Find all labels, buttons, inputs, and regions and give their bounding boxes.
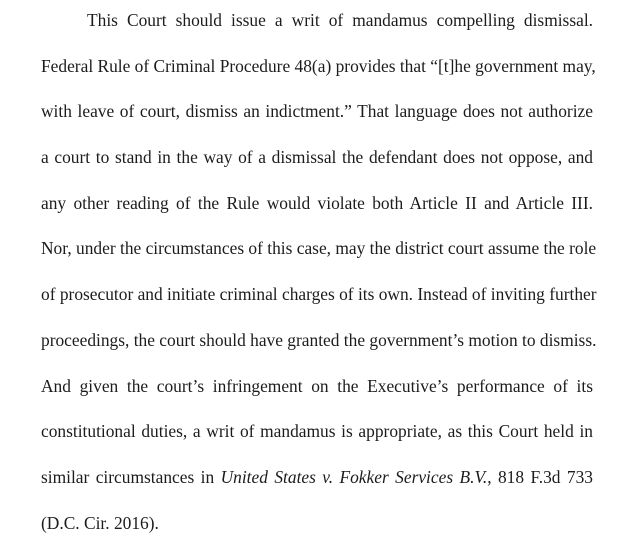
paragraph-line: And given the court’s infringement on the Executive’s performance of its <box>41 375 593 396</box>
paragraph-line: Nor, under the circumstances of this case, may the district court assume the role <box>41 238 597 259</box>
case-name: United States v. Fokker Services B.V. <box>220 466 488 487</box>
paragraph-line-final: (D.C. Cir. 2016). <box>41 512 159 533</box>
paragraph-line: constitutional duties, a writ of mandamus is appropriate, as this Court held in <box>41 421 593 442</box>
citation-reporter: , 818 F.3d 733 <box>487 466 594 487</box>
body-paragraph <box>41 8 597 556</box>
paragraph-line-citation <box>41 465 593 511</box>
paragraph-line: of prosecutor and initiate criminal charges of its own. Instead of inviting further <box>41 284 597 305</box>
paragraph-line: proceedings, the court should have granted the government’s motion to dismiss. <box>41 329 597 350</box>
paragraph-line: any other reading of the Rule would violate both Article II and Article III. <box>41 192 593 213</box>
paragraph-line: Federal Rule of Criminal Procedure 48(a) provides that “[t]he government may, <box>41 55 596 76</box>
paragraph-line: This Court should issue a writ of mandamus compelling dismissal. <box>87 10 593 30</box>
paragraph-line: a court to stand in the way of a dismissal the defendant does not oppose, and <box>41 147 593 168</box>
paragraph-line: with leave of court, dismiss an indictment.” That language does not authorize <box>41 101 593 122</box>
citation-lead-text: similar circumstances in <box>41 466 221 487</box>
